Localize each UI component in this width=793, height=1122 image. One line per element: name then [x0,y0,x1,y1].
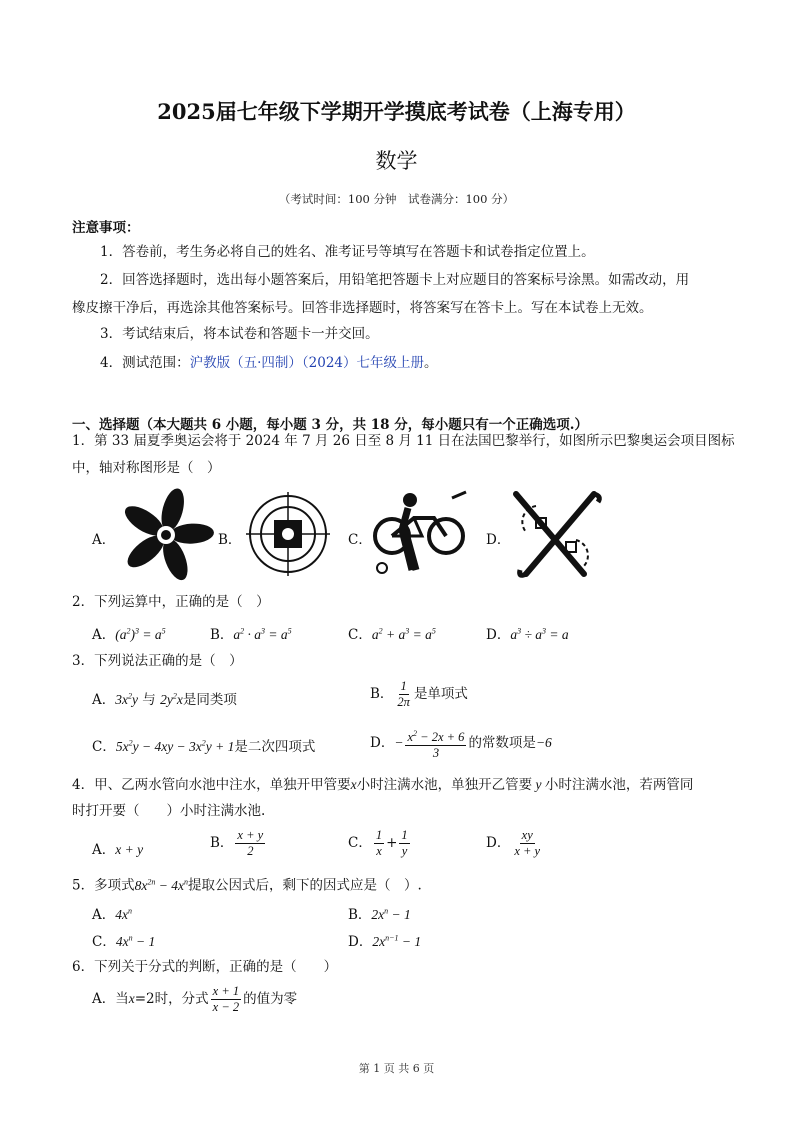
q4-option-d-label: D． [486,835,511,851]
q1-stem-line2: 中，轴对称图形是（ ） [72,460,221,476]
exam-info: （考试时间：100 分钟 试卷满分：100 分） [278,192,515,206]
q5-option-c: C．$4x^n - 1$ [92,933,156,950]
q4-option-c-label: C． [348,835,372,851]
q1-option-d-label: D． [486,532,511,548]
q4-stem-line2: 时打开要（ ）小时注满水池. [72,803,266,819]
q5-option-d: D．$2x^{n-1} - 1$ [348,933,422,950]
q1-option-b-label: B． [218,532,242,548]
notice-item-2-cont: 橡皮擦干净后，再选涂其他答案标号。回答非选择题时，将答案写在答卡上。写在本试卷上无效。 [72,300,653,316]
q5-option-b-label: B． [348,907,372,923]
q2-option-b: B．$a^2 \cdot a^3 = a^5$ [210,626,292,643]
cyclist-pictogram [370,490,468,578]
q2-option-b-label: B． [210,627,234,643]
q6-stem: 6．下列关于分式的判断，正确的是（ ） [72,959,338,975]
q3-option-c: C．$5x^2y - 4xy - 3x^2y + 1$是二次四项式 [92,738,316,755]
q3-option-b-label: B． [370,686,394,702]
notice-item-1: 1．答卷前，考生务必将自己的姓名、准考证号等填写在答题卡和试卷指定位置上。 [100,244,595,260]
notice-item-2: 2．回答选择题时，选出每小题答案后，用铅笔把答题卡上对应题目的答案标号涂黑。如需改动，用 [100,272,690,288]
q4-option-b: B． $\frac{x + y}{2}$ [210,828,264,858]
q2-stem: 2．下列运算中，正确的是（ ） [72,594,270,610]
q4-option-a-label: A． [92,842,116,858]
notice-item-4-suffix: 。 [424,355,438,371]
q1-option-a-label: A． [92,532,116,548]
q4-option-b-label: B． [210,835,234,851]
q5-option-a: A．$4x^n$ [92,906,132,923]
q5-option-b: B．$2x^n - 1$ [348,906,411,923]
q3-option-d-label: D． [370,735,395,752]
q3-option-a-label: A． [92,692,116,708]
notice-item-3: 3．考试结束后，将本试卷和答题卡一并交回。 [100,326,379,342]
q2-option-c-label: C． [348,627,372,643]
q5-stem: 5．多项式$8x^{2n} - 4x^n$提取公因式后，剩下的因式应是（ ）. [72,877,422,894]
q5-option-d-label: D． [348,934,373,950]
q4-stem-line1: 4．甲、乙两水管向水池中注水，单独开甲管要x小时注满水池，单独开乙管要 y 小时注满水池，若两管同 [72,777,694,793]
subject-title: 数学 [375,149,418,173]
q2-option-d-label: D． [486,627,511,643]
section-heading: 一、选择题（本大题共 6 小题，每小题 3 分，共 18 分，每小题只有一个正确选项.） [72,417,588,433]
notice-item-4-prefix: 4．测试范围： [100,355,190,371]
q5-option-c-label: C． [92,934,116,950]
target-pictogram [246,492,330,576]
q4-option-a: A．x + y [92,842,144,858]
hockey-pictogram [506,488,604,582]
q2-option-a-label: A． [92,627,116,643]
q2-option-a: A．$(a^2)^3 = a^5$ [92,626,166,643]
q1-option-c-label: C． [348,532,372,548]
q3-option-c-label: C． [92,739,116,755]
notice-heading: 注意事项： [72,220,140,236]
notice-item-4 [100,353,438,373]
q3-option-a: A．$3x^2y$ 与 $2y^2x$是同类项 [92,691,237,708]
q3-option-b: B． $\frac{1}{2\pi}$ 是单项式 [370,679,468,709]
q5-option-a-label: A． [92,907,116,923]
q3-stem: 3．下列说法正确的是（ ） [72,653,243,669]
q1-stem-line1: 1．第 33 届夏季奥运会将于 2024 年 7 月 26 日至 8 月 11 日在法国巴黎举行，如图所示巴黎奥运会项目图标 [72,433,735,449]
q2-option-d: D．$a^3 \div a^3 = a$ [486,626,569,643]
q3-option-d: D．− $\frac{x^2 - 2x + 6}{3}$ 的常数项是−6 [370,726,552,761]
q4-option-c: C． $\frac{1}{x}$ + $\frac{1}{y}$ [348,828,408,858]
page-title: 2025届七年级下学期开学摸底考试卷（上海专用） [157,99,636,124]
test-scope-link[interactable]: 沪教版（五·四制）（2024）七年级上册 [189,355,424,371]
page-footer: 第 1 页 共 6 页 [358,1062,435,1075]
q6-option-a: A．当x=2时，分式 $\frac{x + 1}{x - 2}$ 的值为零 [92,984,298,1014]
q4-option-d: D． $\frac{xy}{x + y}$ [486,828,541,858]
pinwheel-pictogram [116,488,216,582]
q2-option-c: C．$a^2 + a^3 = a^5$ [348,626,436,643]
